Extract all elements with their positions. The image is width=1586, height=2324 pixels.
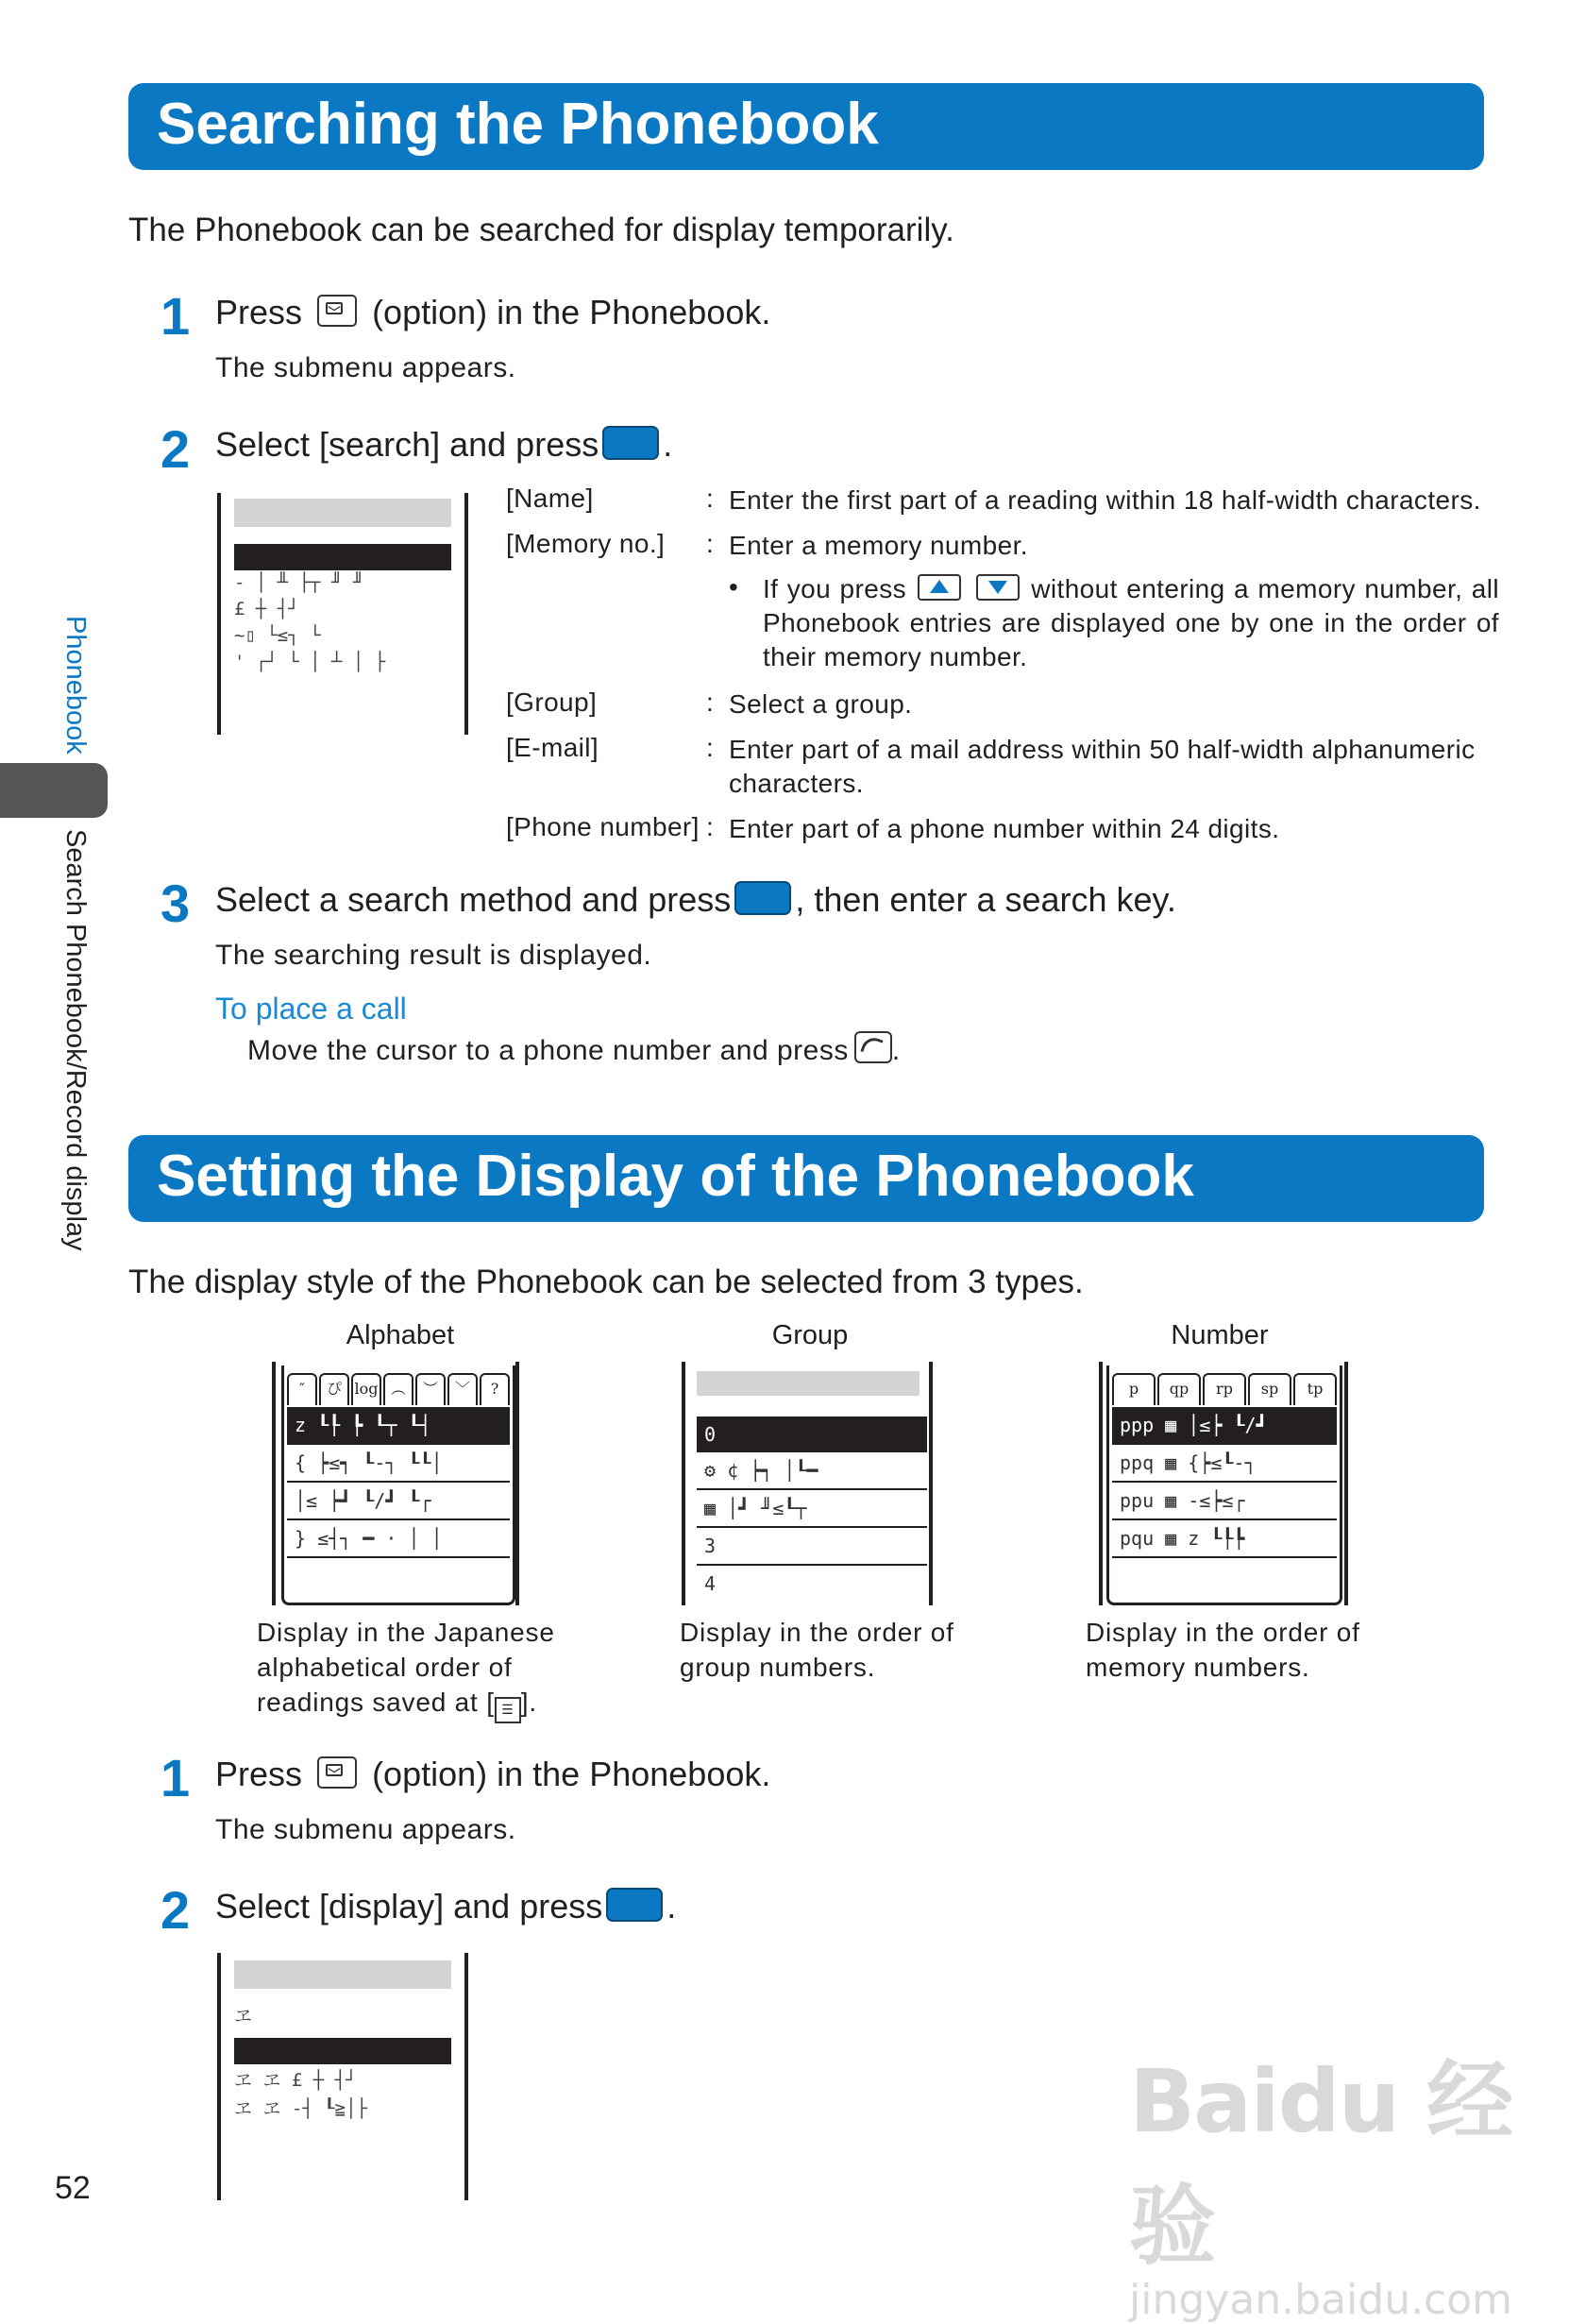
list-item: ppu ▦ -≤┝≤┌ xyxy=(1112,1483,1337,1520)
section-intro-search: The Phonebook can be searched for display temporarily. xyxy=(128,212,954,248)
step-result: The submenu appears. xyxy=(215,352,516,383)
step-instruction: Select [display] and press . xyxy=(215,1887,677,1925)
display-type-label: Alphabet xyxy=(346,1320,455,1350)
step-instruction: Press (option) in the Phonebook. xyxy=(215,293,771,331)
list-item: 3 xyxy=(697,1528,927,1566)
step-instruction: Select [search] and press . xyxy=(215,425,673,464)
step-number: 2 xyxy=(160,1880,191,1940)
screen-selected-row xyxy=(234,544,451,570)
side-tab-marker xyxy=(0,763,108,818)
section-banner-search xyxy=(128,83,1484,170)
page-number: 52 xyxy=(55,2170,91,2206)
step-result: The submenu appears. xyxy=(215,1814,516,1845)
display-type-caption: Display in the order of group numbers. xyxy=(680,1618,954,1682)
screen-row: ~▯ └≤┐ └ xyxy=(234,625,321,646)
list-item: 4 xyxy=(704,1572,717,1595)
enter-key-icon xyxy=(734,881,791,915)
search-menu-screen xyxy=(217,493,468,735)
list-item: 0 xyxy=(697,1416,927,1452)
enter-key-icon xyxy=(602,426,659,460)
section-intro-display: The display style of the Phonebook can be selected from 3 types. xyxy=(128,1264,1084,1300)
display-menu-screen xyxy=(217,1953,468,2200)
screen-row: ヱ xyxy=(234,2006,253,2027)
screen-title-bar xyxy=(234,499,451,527)
list-item: pqu ▦ z ┖┞┡ xyxy=(1112,1520,1337,1558)
list-item: ppq ▦ {┝≤┖-┐ xyxy=(1112,1445,1337,1483)
watermark-url: jingyan.baidu.com xyxy=(1129,2276,1513,2324)
down-key-icon xyxy=(976,574,1020,601)
step-number: 2 xyxy=(160,419,191,479)
screen-row: - │ ╨ ├┬ ╜ ╜ xyxy=(234,572,364,593)
list-item: ppp ▦ │≤┝ ┖/┛ xyxy=(1112,1407,1337,1445)
section-title-search: Searching the Phonebook xyxy=(157,92,879,157)
number-display-screen xyxy=(1106,1366,1342,1605)
list-item: ▦ │┛ ╜≤┖┬ xyxy=(697,1490,927,1528)
side-label-section: Search Phonebook/Record display xyxy=(60,829,91,1251)
section-banner-display xyxy=(128,1135,1484,1222)
list-item: ⚙ ¢ ┝┑ │┖━ xyxy=(697,1452,927,1490)
call-instruction: Move the cursor to a phone number and press . xyxy=(247,1031,901,1067)
step-number: 1 xyxy=(160,286,191,346)
step-instruction: Select a search method and press , then enter a search key. xyxy=(215,880,1176,919)
group-title-bar xyxy=(697,1371,920,1396)
step-number: 1 xyxy=(160,1748,191,1807)
section-title-display: Setting the Display of the Phonebook xyxy=(157,1144,1194,1209)
reading-field-icon: ☰ xyxy=(495,1697,521,1723)
screen-row: £ ┼ ┤┘ xyxy=(234,599,299,619)
screen-title-bar xyxy=(234,1960,451,1989)
number-tab-strip: p qp rp sp tp xyxy=(1112,1373,1337,1405)
up-key-icon xyxy=(918,574,961,601)
list-item: z ┖┞ ┡ ┖┬ ┖┤ xyxy=(287,1407,510,1445)
display-type-label: Number xyxy=(1171,1320,1269,1350)
screen-row: ヱ ヱ £ ┼ ┤┘ xyxy=(234,2070,357,2091)
side-label-phonebook: Phonebook xyxy=(60,616,91,755)
screen-row: ヱ ヱ -┤ ┖≧│├ xyxy=(234,2098,367,2119)
step-result: The searching result is displayed. xyxy=(215,940,652,971)
list-item: │≤ ┝┛ ┖/┛ ┖┌ xyxy=(287,1483,510,1520)
enter-key-icon xyxy=(606,1888,663,1922)
display-type-caption: Display in the order of memory numbers. xyxy=(1086,1618,1360,1682)
baidu-logo: Baidu 经验 xyxy=(1129,2051,1512,2277)
list-item: } ≤┤┐ ━ · │ │ xyxy=(287,1520,510,1558)
mail-key-icon xyxy=(317,1756,357,1789)
screen-selected-row xyxy=(234,2038,451,2064)
step-instruction: Press (option) in the Phonebook. xyxy=(215,1755,771,1793)
call-key-icon xyxy=(854,1031,892,1063)
alphabet-tab-strip: ″ ぴ log ︵ ︶ ﹀ ? xyxy=(287,1373,510,1405)
mail-key-icon xyxy=(317,295,357,327)
alphabet-display-screen xyxy=(281,1366,515,1605)
display-type-caption: Display in the Japanese alphabetical order of readings saved at [ ☰ ]. xyxy=(257,1615,555,1723)
display-type-label: Group xyxy=(771,1320,849,1350)
call-subheading: To place a call xyxy=(215,992,407,1026)
list-item: { ┝≤┑ ┖-┐ ┖┖│ xyxy=(287,1445,510,1483)
step-number: 3 xyxy=(160,874,191,933)
screen-row: ' ┌┘ └ │ ┴ │ ├ xyxy=(234,652,386,672)
baidu-watermark xyxy=(1129,2032,1586,2324)
